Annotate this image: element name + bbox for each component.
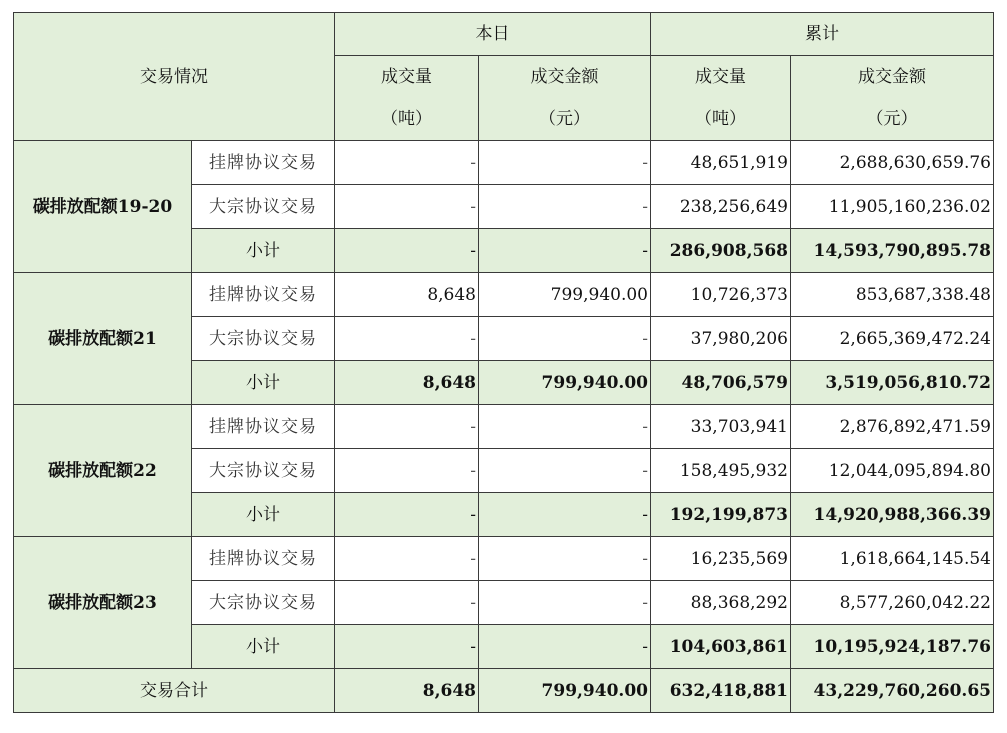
value-cell: - xyxy=(335,405,479,449)
value-cell: - xyxy=(479,229,651,273)
header-group-total: 累计 xyxy=(651,13,994,56)
subtotal-label-cell: 小计 xyxy=(192,229,335,273)
value-cell: - xyxy=(335,229,479,273)
total-row xyxy=(14,669,994,713)
group-name-cell: 碳排放配额19-20 xyxy=(14,141,192,273)
total-value-cell: 8,648 xyxy=(335,669,479,713)
value-cell: 10,195,924,187.76 xyxy=(791,625,994,669)
header-corner: 交易情况 xyxy=(14,13,335,141)
value-cell: 8,648 xyxy=(335,361,479,405)
value-cell: 37,980,206 xyxy=(651,317,791,361)
header-col-total-amount xyxy=(791,56,994,141)
header-col-name: 成交金额 xyxy=(858,67,926,87)
value-cell: 16,235,569 xyxy=(651,537,791,581)
value-cell: - xyxy=(335,449,479,493)
value-cell: - xyxy=(335,581,479,625)
value-cell: 799,940.00 xyxy=(479,361,651,405)
value-cell: - xyxy=(479,493,651,537)
subtotal-label-cell: 小计 xyxy=(192,493,335,537)
trade-type-cell: 大宗协议交易 xyxy=(192,581,335,625)
value-cell: - xyxy=(479,317,651,361)
trade-type-cell: 挂牌协议交易 xyxy=(192,405,335,449)
value-cell: - xyxy=(479,405,651,449)
trade-type-cell: 大宗协议交易 xyxy=(192,449,335,493)
table-row xyxy=(14,273,994,317)
group-name-cell: 碳排放配额23 xyxy=(14,537,192,669)
value-cell: - xyxy=(479,449,651,493)
trade-type-cell: 挂牌协议交易 xyxy=(192,537,335,581)
value-cell: 8,648 xyxy=(335,273,479,317)
value-cell: 1,618,664,145.54 xyxy=(791,537,994,581)
value-cell: 48,651,919 xyxy=(651,141,791,185)
value-cell: 48,706,579 xyxy=(651,361,791,405)
value-cell: 158,495,932 xyxy=(651,449,791,493)
trading-summary-table-wrap xyxy=(13,12,994,713)
value-cell: 192,199,873 xyxy=(651,493,791,537)
value-cell: 2,688,630,659.76 xyxy=(791,141,994,185)
header-col-today-amount xyxy=(479,56,651,141)
subtotal-label-cell: 小计 xyxy=(192,625,335,669)
header-col-unit: （吨） xyxy=(381,109,432,129)
trade-type-cell: 大宗协议交易 xyxy=(192,185,335,229)
value-cell: - xyxy=(479,141,651,185)
header-col-name: 成交量 xyxy=(381,67,432,87)
value-cell: - xyxy=(335,317,479,361)
value-cell: - xyxy=(335,625,479,669)
value-cell: - xyxy=(335,493,479,537)
header-row-1 xyxy=(14,13,994,56)
header-col-name: 成交量 xyxy=(695,67,746,87)
value-cell: 88,368,292 xyxy=(651,581,791,625)
header-group-today: 本日 xyxy=(335,13,651,56)
value-cell: 33,703,941 xyxy=(651,405,791,449)
value-cell: 14,920,988,366.39 xyxy=(791,493,994,537)
value-cell: 10,726,373 xyxy=(651,273,791,317)
value-cell: 238,256,649 xyxy=(651,185,791,229)
value-cell: 12,044,095,894.80 xyxy=(791,449,994,493)
value-cell: 2,665,369,472.24 xyxy=(791,317,994,361)
table-row xyxy=(14,141,994,185)
header-col-today-volume xyxy=(335,56,479,141)
table-row xyxy=(14,537,994,581)
total-value-cell: 632,418,881 xyxy=(651,669,791,713)
header-col-unit: （元） xyxy=(539,109,590,129)
total-value-cell: 799,940.00 xyxy=(479,669,651,713)
value-cell: - xyxy=(479,537,651,581)
header-col-total-volume xyxy=(651,56,791,141)
value-cell: 11,905,160,236.02 xyxy=(791,185,994,229)
value-cell: 2,876,892,471.59 xyxy=(791,405,994,449)
value-cell: - xyxy=(335,141,479,185)
trade-type-cell: 挂牌协议交易 xyxy=(192,273,335,317)
value-cell: 8,577,260,042.22 xyxy=(791,581,994,625)
value-cell: - xyxy=(479,581,651,625)
value-cell: 286,908,568 xyxy=(651,229,791,273)
total-label-cell: 交易合计 xyxy=(14,669,335,713)
subtotal-label-cell: 小计 xyxy=(192,361,335,405)
header-col-unit: （元） xyxy=(866,109,918,129)
trade-type-cell: 挂牌协议交易 xyxy=(192,141,335,185)
value-cell: - xyxy=(335,537,479,581)
trading-summary-table xyxy=(13,12,994,713)
header-col-unit: （吨） xyxy=(695,109,746,129)
total-value-cell: 43,229,760,260.65 xyxy=(791,669,994,713)
value-cell: - xyxy=(479,625,651,669)
value-cell: 799,940.00 xyxy=(479,273,651,317)
trade-type-cell: 大宗协议交易 xyxy=(192,317,335,361)
value-cell: 104,603,861 xyxy=(651,625,791,669)
value-cell: 3,519,056,810.72 xyxy=(791,361,994,405)
header-col-name: 成交金额 xyxy=(530,67,599,87)
value-cell: 853,687,338.48 xyxy=(791,273,994,317)
value-cell: - xyxy=(335,185,479,229)
value-cell: 14,593,790,895.78 xyxy=(791,229,994,273)
value-cell: - xyxy=(479,185,651,229)
table-row xyxy=(14,405,994,449)
group-name-cell: 碳排放配额22 xyxy=(14,405,192,537)
group-name-cell: 碳排放配额21 xyxy=(14,273,192,405)
